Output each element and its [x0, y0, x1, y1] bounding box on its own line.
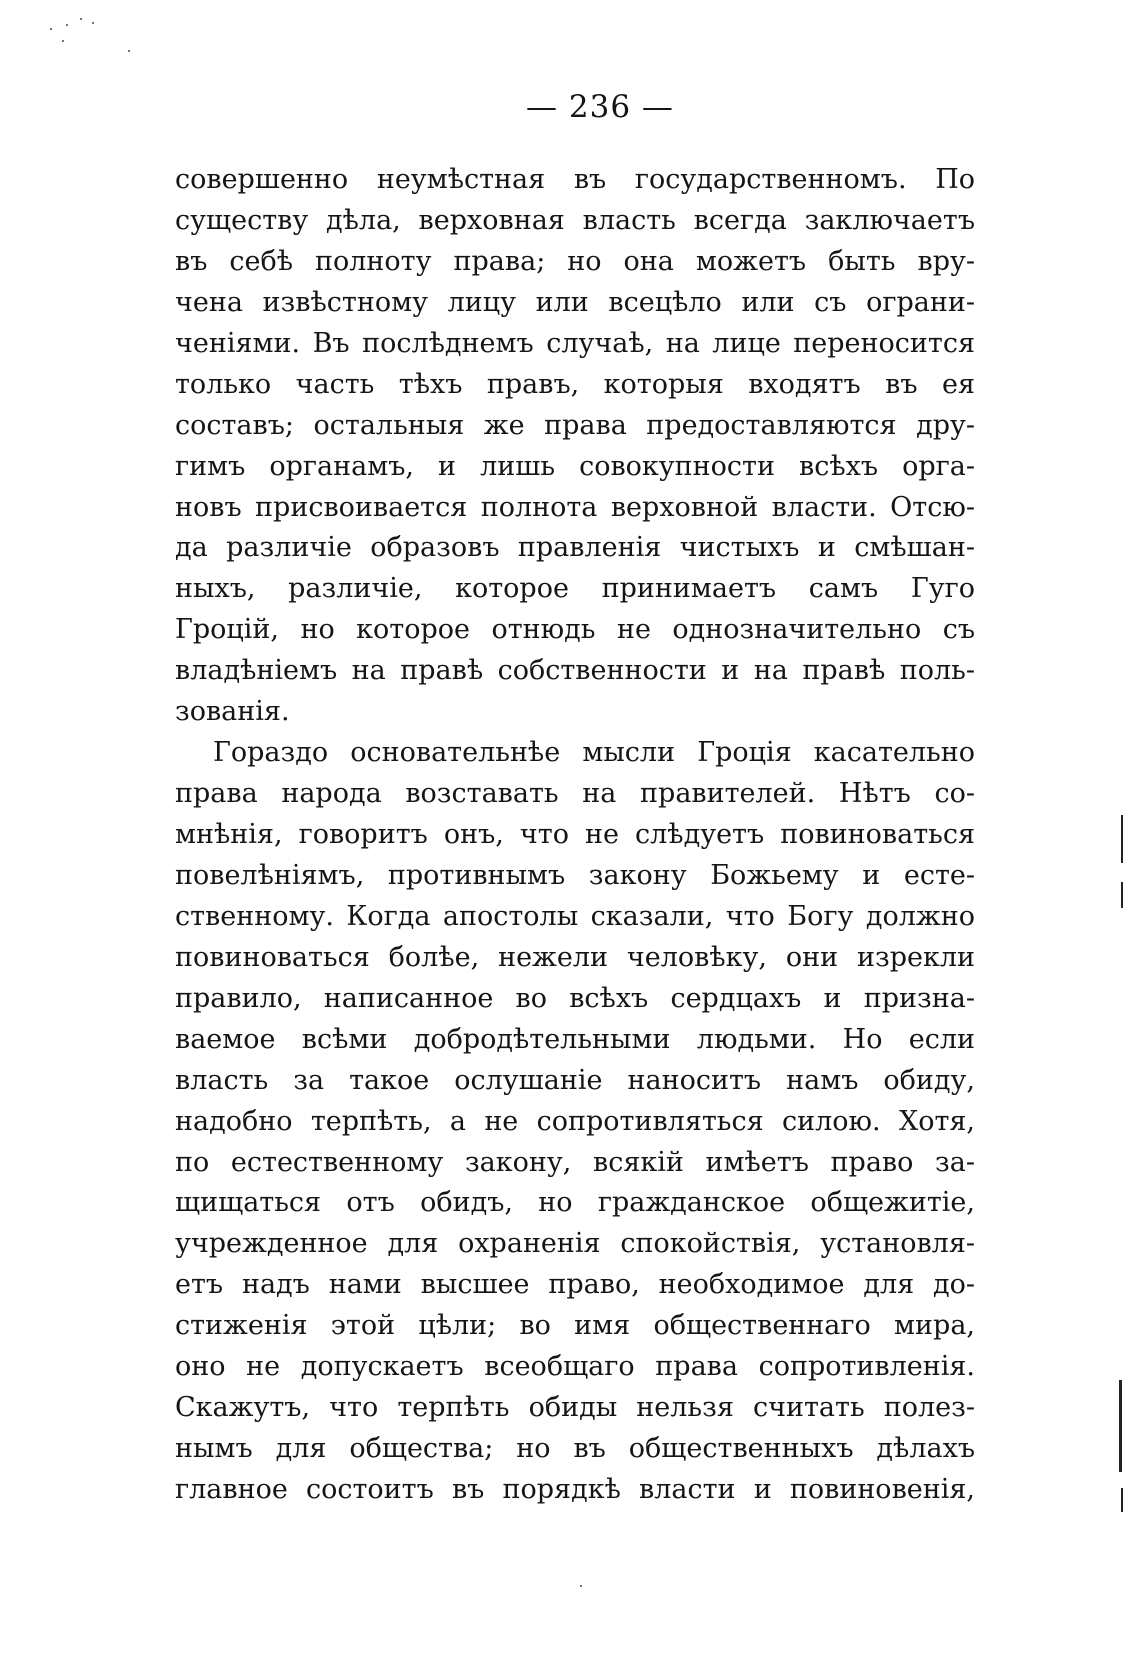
- page-number: — 236 —: [526, 89, 674, 125]
- text-line: оно не допускаетъ всеобщаго права сопротивленія.: [175, 1351, 975, 1383]
- text-line: совершенно неумѣстная въ государственномъ. По: [175, 164, 975, 195]
- text-line: Гораздо основательнѣе мысли Гроція касательно: [213, 737, 975, 769]
- text-line: нымъ для общества; но въ общественныхъ дѣлахъ: [175, 1433, 975, 1465]
- text-line: Скажутъ, что терпѣть обиды нельзя считать полез-: [175, 1392, 975, 1424]
- scan-edge-mark: [1121, 815, 1123, 863]
- scan-speck: [92, 22, 94, 24]
- paragraph-1: [175, 160, 975, 733]
- text-line: мнѣнія, говоритъ онъ, что не слѣдуетъ повиноваться: [175, 819, 975, 850]
- text-line: щищаться отъ обидъ, но гражданское общежитіе,: [175, 1187, 975, 1219]
- text-line: ваемое всѣми добродѣтельными людьми. Но если: [175, 1023, 975, 1055]
- text-line: ныхъ, различіе, которое принимаетъ самъ Гуго: [175, 573, 975, 605]
- text-line: главное состоитъ въ порядкѣ власти и повиновенія,: [175, 1474, 975, 1505]
- scan-edge-mark: [1121, 882, 1123, 908]
- text-line: владѣніемъ на правѣ собственности и на правѣ поль-: [175, 655, 975, 687]
- text-line: по естественному закону, всякій имѣетъ право за-: [175, 1146, 975, 1178]
- scan-speck: [66, 24, 68, 26]
- text-line: ственному. Когда апостолы сказали, что Богу должно: [175, 900, 975, 932]
- text-line: ченіями. Въ послѣднемъ случаѣ, на лице переносится: [175, 327, 975, 359]
- text-line: учрежденное для охраненія спокойствія, установля-: [175, 1228, 975, 1260]
- text-line: етъ надъ нами высшее право, необходимое для до-: [175, 1269, 975, 1301]
- text-line: Гроцій, но которое отнюдь не однозначительно съ: [175, 614, 975, 646]
- text-line: да различіе образовъ правленія чистыхъ и смѣшан-: [175, 532, 975, 564]
- scan-speck: [128, 50, 130, 52]
- text-line: надобно терпѣть, а не сопротивляться силою. Хотя,: [175, 1105, 975, 1137]
- text-line: правило, написанное во всѣхъ сердцахъ и призна-: [175, 982, 975, 1014]
- scan-speck: [50, 28, 52, 30]
- scan-speck: [80, 18, 82, 20]
- text-line: власть за такое ослушаніе наноситъ намъ обиду,: [175, 1064, 975, 1096]
- paragraph-2: [175, 733, 975, 1511]
- text-line: зованія.: [175, 696, 290, 728]
- text-line: существу дѣла, верховная власть всегда заключаетъ: [175, 204, 975, 236]
- text-line: повелѣніямъ, противнымъ закону Божьему и есте-: [175, 859, 975, 891]
- scan-edge-mark: [1119, 1380, 1122, 1472]
- text-line: составъ; остальныя же права предоставляются дру-: [175, 409, 975, 441]
- text-line: только часть тѣхъ правъ, которыя входятъ въ ея: [175, 368, 975, 400]
- text-line: повиноваться болѣе, нежели человѣку, они изрекли: [175, 941, 975, 973]
- text-line: права народа возставать на правителей. Нѣтъ со-: [175, 778, 975, 810]
- text-line: гимъ органамъ, и лишь совокупности всѣхъ орга-: [175, 450, 975, 482]
- scan-speck: [580, 1585, 582, 1587]
- text-line: стиженія этой цѣли; во имя общественнаго мира,: [175, 1310, 975, 1342]
- text-line: новъ присвоивается полнота верховной власти. Отсю-: [175, 491, 975, 523]
- body-text: [175, 160, 975, 1511]
- scan-edge-mark: [1121, 1488, 1123, 1512]
- text-line: чена извѣстному лицу или всецѣло или съ ограни-: [175, 286, 975, 318]
- scan-speck: [62, 40, 64, 42]
- text-line: въ себѣ полноту права; но она можетъ быть вру-: [175, 245, 975, 277]
